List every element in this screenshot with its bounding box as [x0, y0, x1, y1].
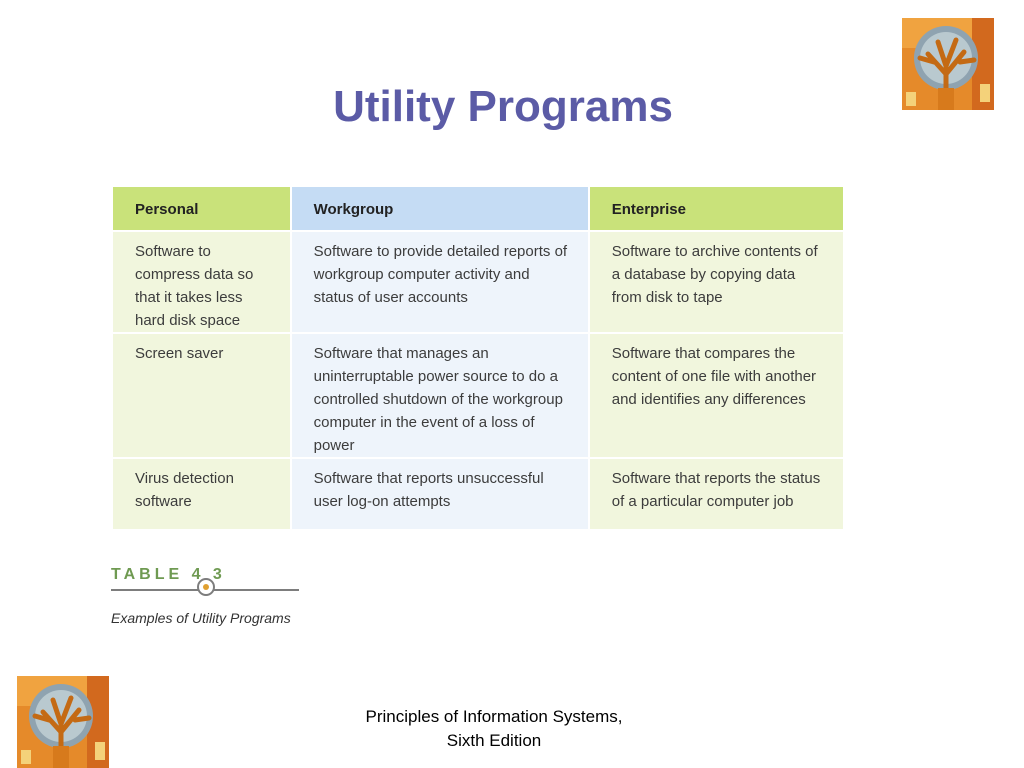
header-enterprise: Enterprise	[589, 186, 844, 231]
table-cell: Screen saver	[112, 333, 291, 458]
tree-logo-icon	[17, 676, 109, 768]
table-header-row	[112, 186, 844, 231]
header-personal: Personal	[112, 186, 291, 231]
slide-footer	[334, 705, 654, 753]
table-row	[112, 231, 844, 333]
header-workgroup: Workgroup	[291, 186, 589, 231]
table-cell: Software to archive contents of a database by copying data from disk to tape	[589, 231, 844, 333]
table-cell: Software that reports unsuccessful user log-on attempts	[291, 458, 589, 530]
footer-line-2: Sixth Edition	[446, 731, 542, 750]
table-row	[112, 333, 844, 458]
table-row	[112, 458, 844, 530]
table-cell: Software that compares the content of one file with another and identifies any differences	[589, 333, 844, 458]
footer-line-1: Principles of Information Systems,	[365, 707, 623, 726]
caption-label: TABLE 4 3	[111, 566, 226, 583]
table-cell: Software to compress data so that it takes less hard disk space	[112, 231, 291, 333]
table-cell: Virus detection software	[112, 458, 291, 530]
table-cell: Software to provide detailed reports of workgroup computer activity and status of user accounts	[291, 231, 589, 333]
table-cell: Software that reports the status of a particular computer job	[589, 458, 844, 530]
utility-programs-table	[111, 185, 845, 531]
caption-text: Examples of Utility Programs	[111, 610, 291, 626]
slide-title: Utility Programs	[333, 82, 673, 131]
table-caption	[111, 562, 301, 632]
table-cell: Software that manages an uninterruptable power source to do a controlled shutdown of the workgroup computer in the event of a loss of power	[291, 333, 589, 458]
